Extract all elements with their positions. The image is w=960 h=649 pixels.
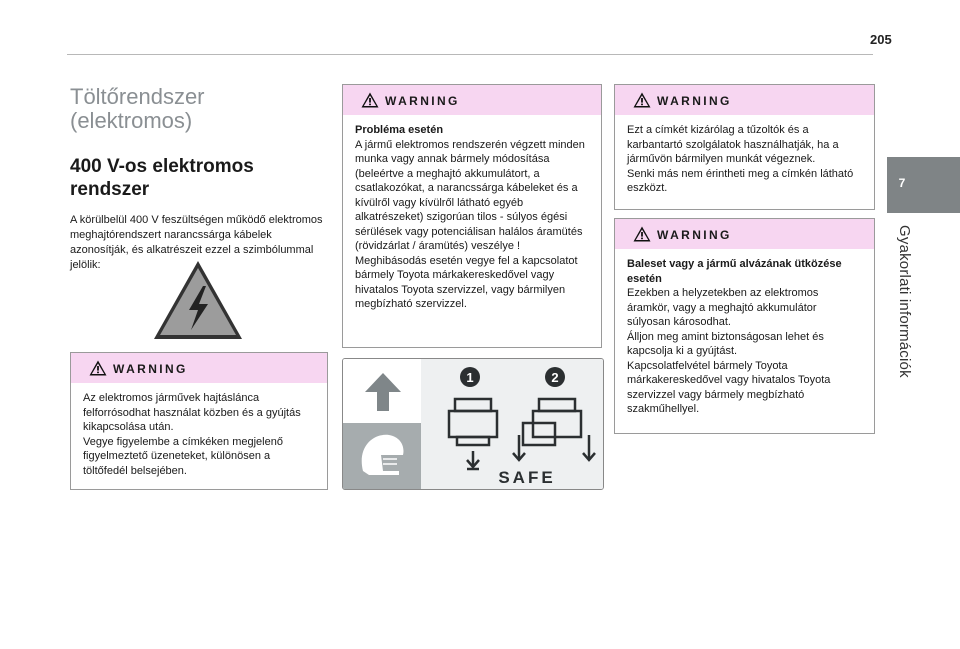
warning-title: Baleset vagy a jármű alvázának ütközése esetén [627,258,842,285]
safe-label-text: SAFE [498,468,556,487]
warning-title: Probléma esetén [355,124,444,136]
warning-label: WARNING [113,362,188,376]
warning-header [71,353,327,383]
step-2-badge [545,367,565,387]
warning-text: Az elektromos járművek hajtáslánca felforrósodhat használat közben és a gyújtás kikapcsolása után. Vegye figyelembe a címkéken megjelenő figyelmeztető üzeneteket, különösen a töltőfedél belsejében. [83,392,301,477]
warning-box-problem [342,84,602,348]
warning-label: WARNING [657,228,732,242]
warning-label: WARNING [657,94,732,108]
warning-box-label [614,84,875,210]
warning-box-accident [614,218,875,434]
chapter-number: 7 [898,176,906,190]
intro-paragraph: A körülbelül 400 V feszültségen működő elektromos meghajtórendszert narancssárga kábelek azonosítják, és alkatrészeit ezzel a szimbólummal jelölik: [70,214,323,271]
subsection-title: 400 V-os elektromos rendszer [70,156,254,200]
warning-box-heat [70,352,328,490]
warning-text: Baleset vagy a jármű alvázának ütközése esetén Ezekben a helyzetekben az elektromos áramkör, vagy a meghajtó akkumulátor súlyosan károsodhat. Álljon meg amint biztonságosan lehet és kapcsolja ki a gyújtást. Kapcsolatfelvétel bármely Toyota márkakereskedővel vagy hivatalos Toyota szervizzel vagy bármely megbízható szakműhellyel. [615,249,874,425]
svg-text:1: 1 [466,370,474,385]
svg-text:2: 2 [551,370,559,385]
chapter-label: Gyakorlati információk [896,225,913,378]
step-1-badge [460,367,480,387]
high-voltage-icon [151,258,245,342]
section-title: Töltőrendszer (elektromos) [70,84,205,133]
column-left [70,85,328,273]
warning-text: Probléma esetén A jármű elektromos rendszerén végzett minden munka vagy annak bármely módosítása (beleértve a meghajtó akkumulátort, a csatlakozókat, a narancssárga kábeleket és a kívülről vagy kívülről látható egyéb alkatrészeket) szigorúan tilos - súlyos égési sérülések vagy potenciálisan halálos áramütés (rövidzárlat / áramütés) veszélye ! Meghibásodás esetén vegye fel a kapcsolatot bármely Toyota márkakereskedővel vagy hivatalos Toyota szervizzel, vagy bármilyen megbízható szervizzel. [343,115,601,320]
warning-triangle-icon [633,226,651,242]
warning-header [615,85,874,115]
header-divider [67,54,873,55]
warning-label: WARNING [385,94,460,108]
warning-triangle-icon [633,92,651,108]
warning-triangle-icon [361,92,379,108]
warning-header [615,219,874,249]
warning-triangle-icon [89,360,107,376]
warning-text: Ezt a címkét kizárólag a tűzoltók és a karbantartó szolgálatok használhatják, ha a járművön bármilyen munkát végeznek. Senki más nem érintheti meg a címkén látható eszközt. [627,124,854,194]
safe-label-illustration [342,358,604,490]
page-number: 205 [870,32,892,47]
warning-header [343,85,601,115]
